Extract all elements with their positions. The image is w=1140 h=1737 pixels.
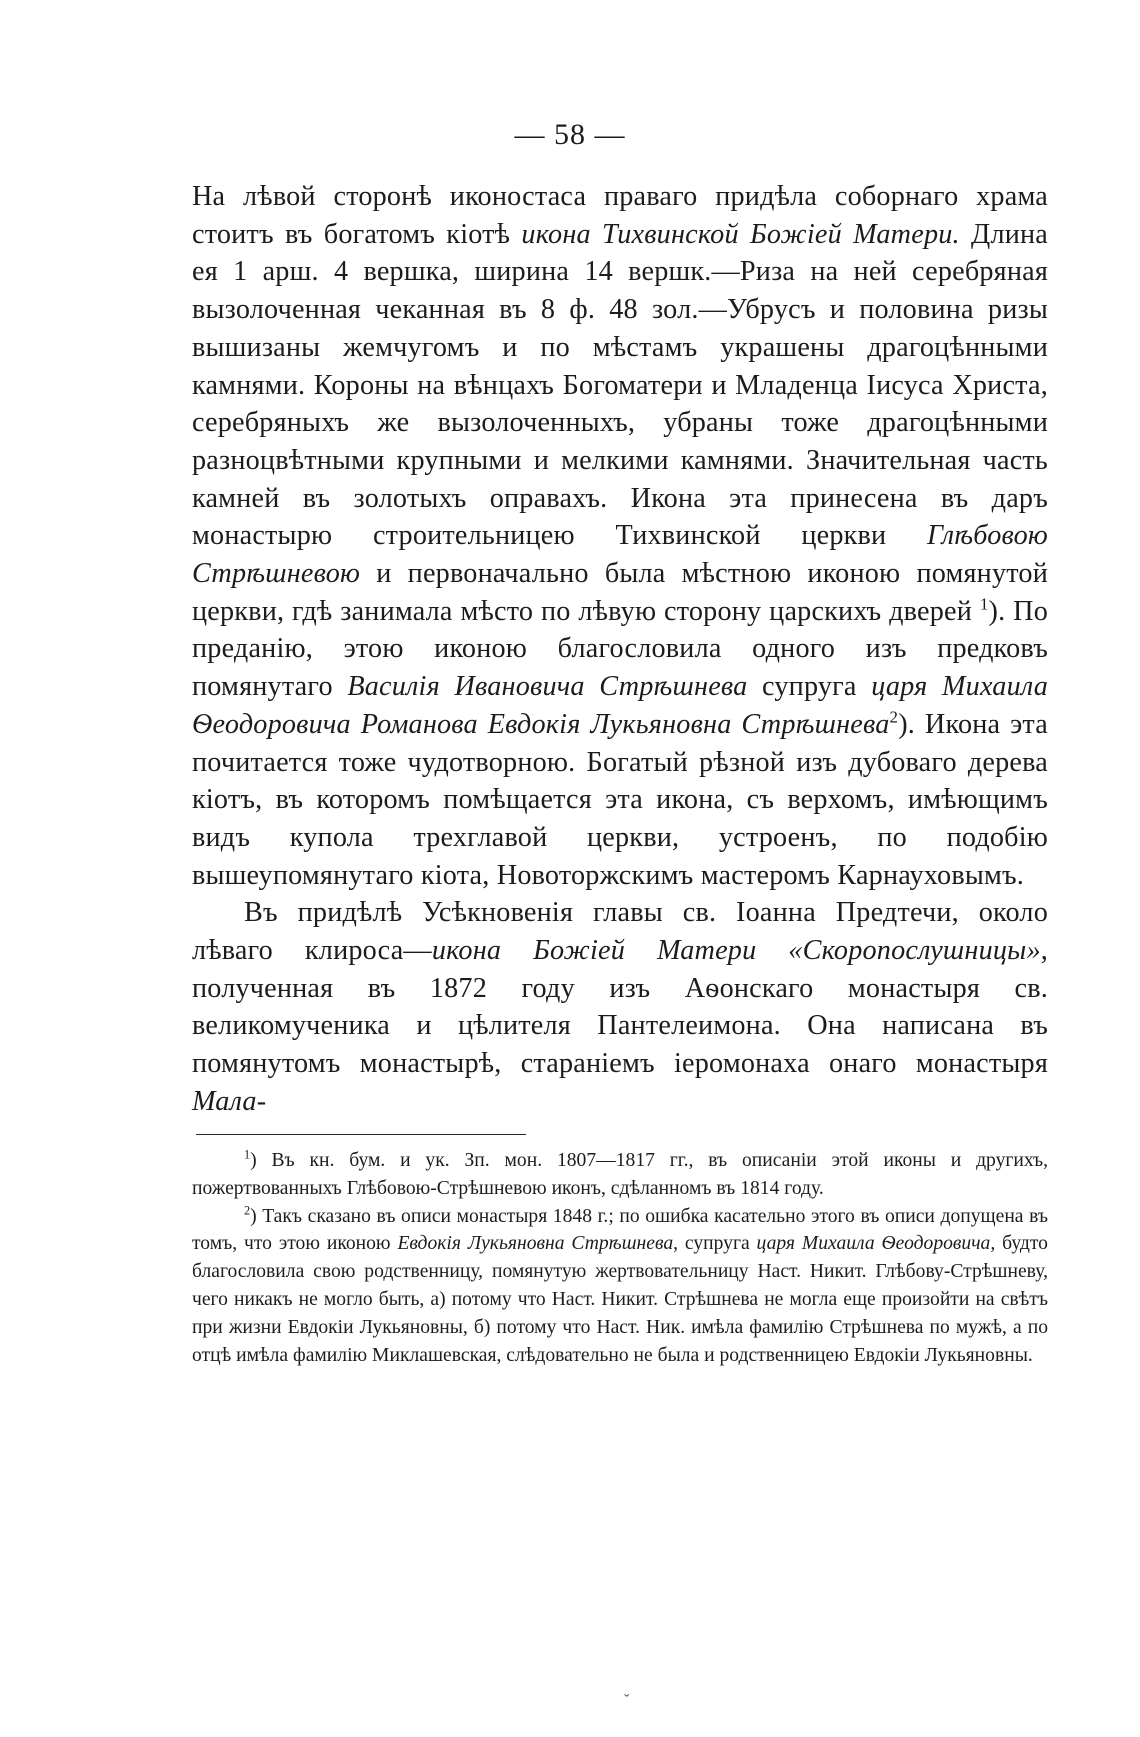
- main-text: [192, 178, 1048, 1121]
- icon-title-tikhvin: икона Тихвинской Божіей Матери.: [521, 218, 960, 250]
- footnote-1: $^1$) Въ кн. бум. и ук. Зп. мон. 1807—1817 гг., въ описаніи этой иконы и другихъ, пожертвованныхъ Глѣбовою-Стрѣшневою иконъ, сдѣланномъ въ 1814 году.: [192, 1147, 1048, 1199]
- paragraph-skoroposlushnitsa-icon: Въ придѣлѣ Усѣкновенія главы св. Іоанна Предтечи, около лѣваго клироса—икона Божіей Матери «Скоропослушницы», полученная въ 1872 году изъ Аѳонскаго монастыря св. великомученика и цѣлителя Пантелеимона. Она написана въ помянутомъ монастырѣ, стараніемъ іеромонаха онаго монастыря Мала-: [192, 897, 1049, 1117]
- footnote-2: $^2$) Такъ сказано въ описи монастыря 1848 г.; по ошибка касательно этого въ описи допущена въ томъ, что этою иконою Евдокія Лукьяновна Стрѣшнева, супруга царя Михаила Ѳеодоровича, будто благословила свою родственницу, помянутую жертвовательницу Наст. Никит. Глѣбову-Стрѣшневу, чего никакъ не могло быть, а) потому что Наст. Никит. Стрѣшнева не могла еще произойти на свѣтъ при жизни Евдокіи Лукьяновны, б) потому что Наст. Ник. имѣла фамилію Стрѣшнева по мужѣ, а по отцѣ имѣла фамилію Миклашевская, слѣдовательно не была и родственницею Евдокіи Лукьяновны.: [192, 1203, 1048, 1366]
- footnote-divider: [196, 1134, 526, 1135]
- donor-name: Глѣбовою Стрѣшневою: [192, 520, 1048, 590]
- paragraph-tikhvin-icon: На лѣвой сторонѣ иконостаса праваго придѣла соборнаго храма стоитъ въ богатомъ кіотѣ икона Тихвинской Божіей Матери. Длина ея 1 арш. 4 вершка, ширина 14 вершк.—Риза на ней серебряная вызолоченная чеканная въ 8 ф. 48 зол.—Убрусъ и половина ризы вышизаны жемчугомъ и по мѣстамъ украшены драгоцѣнными камнями. Короны на вѣнцахъ Богоматери и Младенца Іисуса Христа, серебряныхъ же вызолоченныхъ, убраны тоже драгоцѣнными разноцвѣтными крупными и мелкими камнями. Значительная часть камней въ золотыхъ оправахъ. Икона эта принесена въ даръ монастырю строительницею Тихвинской церкви Глѣбовою Стрѣшневою и первоначально была мѣстною иконою помянутой церкви, гдѣ занимала мѣсто по лѣвую сторону царскихъ дверей $^1$). По преданію, этою иконою благословила одного изъ предковъ помянутаго Василія Ивановича Стрѣшнева супруга царя Михаила Ѳеодоровича Романова Евдокія Лукьяновна Стрѣшнева$^2$). Икона эта почитается тоже чудотворною. Богатый рѣзной изъ дубоваго дерева кіотъ, въ которомъ помѣщается эта икона, съ верхомъ, имѣющимъ видъ купола трехглавой церкви, устроенъ, по подобію вышеупомянутаго кіота, Новоторжскимъ мастеромъ Карнауховымъ.: [192, 181, 1049, 891]
- hyphenated-name: Мала-: [192, 1085, 267, 1117]
- person-name-vasily: Василія Ивановича Стрѣшнева: [347, 671, 748, 703]
- footnotes: [192, 1147, 1048, 1369]
- footnote-1-mark: 1: [244, 1147, 251, 1162]
- icon-title-skoroposlushnitsa: икона Божіей Матери «Скоропослушницы»: [431, 935, 1041, 967]
- footnote-2-mark: 2: [244, 1203, 251, 1218]
- page-number: — 58 —: [514, 118, 626, 151]
- footnote-ref-1[interactable]: 1: [979, 594, 989, 614]
- footnote-ref-2[interactable]: 2: [889, 707, 899, 727]
- stray-print-mark: ˇ: [624, 1692, 630, 1709]
- person-name-evdokia: царя Михаила Ѳеодоровича Романова Евдокія Лукьяновна Стрѣшнева: [192, 671, 1049, 740]
